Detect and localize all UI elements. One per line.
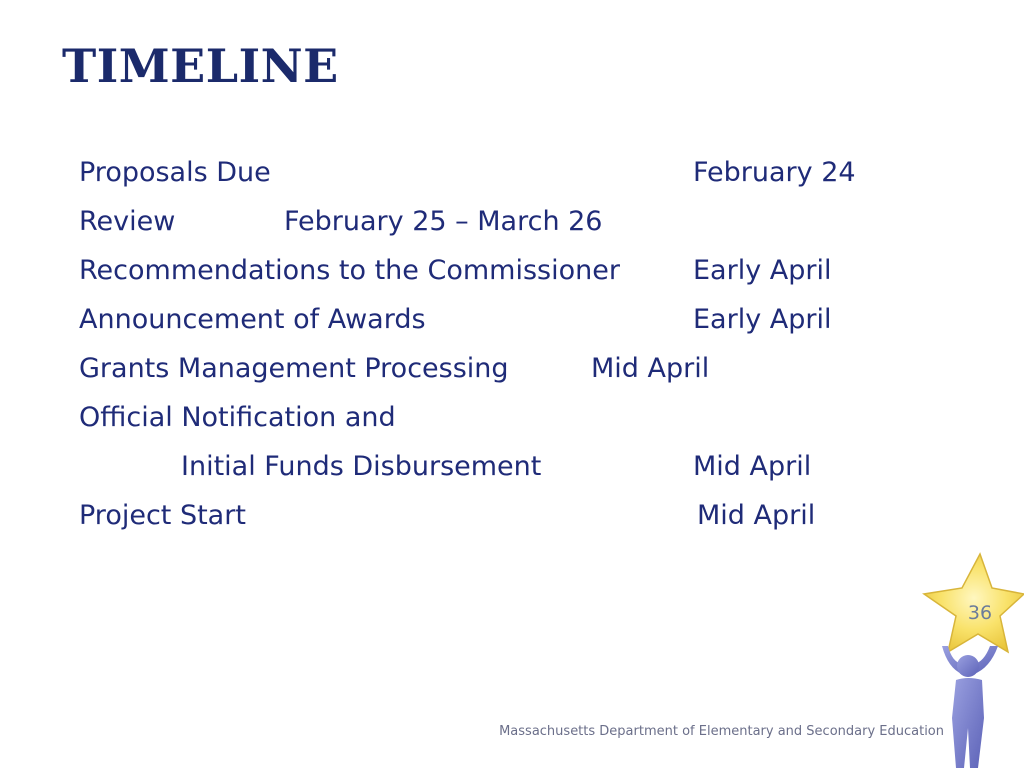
timeline-label: Grants Management Processing <box>79 353 509 384</box>
slide-title: TIMELINE <box>62 39 339 93</box>
timeline-label: Official Notification and <box>79 402 396 433</box>
timeline-date: Mid April <box>697 500 816 531</box>
timeline-label: Announcement of Awards <box>79 304 426 335</box>
timeline-date: Mid April <box>693 451 812 482</box>
timeline-date: February 25 – March 26 <box>284 206 603 237</box>
timeline-label: Proposals Due <box>79 157 271 188</box>
timeline-label: Recommendations to the Commissioner <box>79 255 620 286</box>
figure-head <box>957 655 979 677</box>
timeline-row <box>0 496 1024 536</box>
timeline-row <box>0 251 1024 291</box>
timeline-row <box>0 349 1024 389</box>
timeline-date: Early April <box>693 304 832 335</box>
timeline-label: Review <box>79 206 176 237</box>
star-with-figure-icon <box>918 550 1024 768</box>
timeline-label: Project Start <box>79 500 246 531</box>
timeline-row <box>0 300 1024 340</box>
page-number: 36 <box>967 602 993 624</box>
timeline-date: Early April <box>693 255 832 286</box>
timeline-row <box>0 153 1024 193</box>
timeline-row <box>0 447 1024 487</box>
timeline-label: Initial Funds Disbursement <box>181 451 542 482</box>
timeline-row <box>0 398 1024 438</box>
timeline-date: Mid April <box>591 353 710 384</box>
timeline-row <box>0 202 1024 242</box>
footer-text: Massachusetts Department of Elementary and Secondary Education <box>499 724 944 739</box>
figure-body <box>952 678 984 768</box>
timeline-date: February 24 <box>693 157 856 188</box>
